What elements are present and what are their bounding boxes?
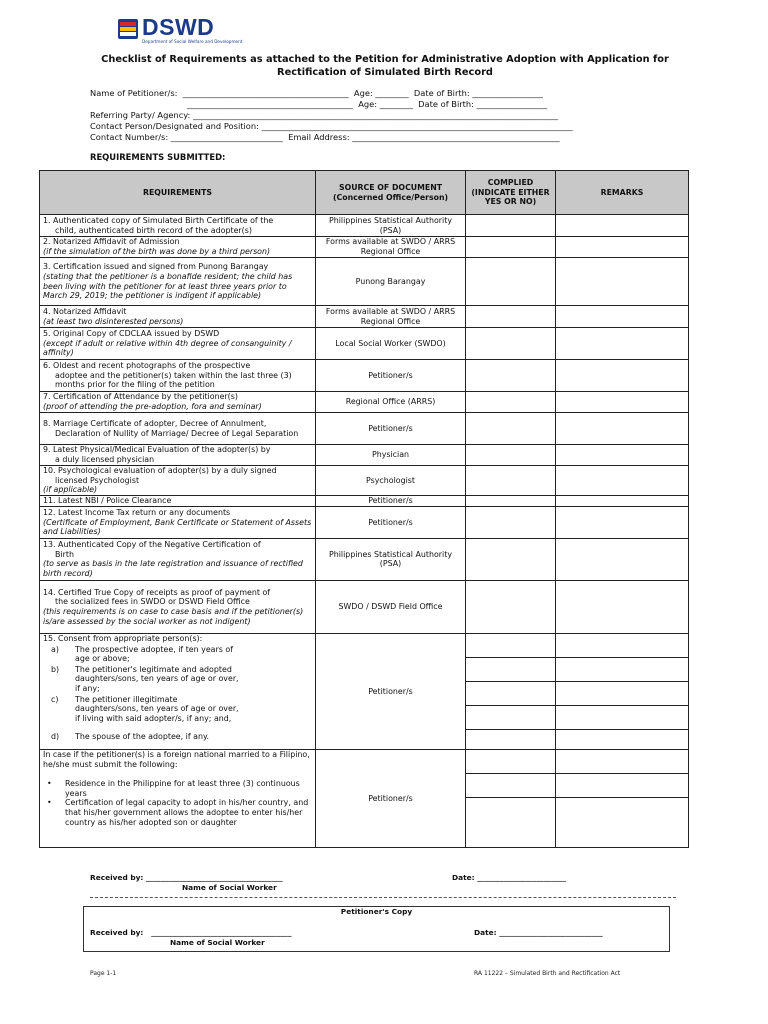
logo-text: DSWD (142, 14, 215, 40)
copy-date-field[interactable]: Date: ____________________________ (474, 928, 603, 937)
table-row (40, 306, 689, 328)
requirement-text: 3. Certification issued and signed from Punong Barangay (43, 262, 269, 272)
complied-cell[interactable] (466, 306, 556, 328)
requirement-continuation: child, authenticated birth record of the adopter(s) (55, 225, 252, 235)
requirements-table (39, 170, 689, 848)
complied-cell[interactable] (466, 633, 556, 657)
table-row (40, 237, 689, 258)
requirement-note: (proof of attending the pre-adoption, fora and seminar) (43, 402, 262, 411)
table-row (40, 538, 689, 580)
table-row (40, 445, 689, 466)
copy-received-by-field[interactable]: Received by: ______________________________________ (90, 928, 292, 937)
requirement-text: 8. Marriage Certificate of adopter, Decree of Annulment, (43, 418, 267, 428)
remarks-cell[interactable] (556, 797, 689, 847)
source-cell: Petitioner/s (316, 495, 466, 506)
consent-item (43, 695, 312, 724)
requirement-continuation: Birth (55, 549, 74, 559)
source-cell: Petitioner/s (316, 506, 466, 538)
complied-cell[interactable] (466, 773, 556, 797)
complied-cell[interactable] (466, 392, 556, 413)
header-complied: COMPLIED (INDICATE EITHER YES OR NO) (466, 171, 556, 215)
header-remarks: REMARKS (556, 171, 689, 215)
source-cell: Punong Barangay (316, 258, 466, 306)
title-line-1: Checklist of Requirements as attached to the Petition for Administrative Adoption with Application for (101, 54, 669, 65)
requirement-text: 11. Latest NBI / Police Clearance (43, 496, 172, 506)
requirement-cell (40, 360, 316, 392)
requirement-text: 2. Notarized Affidavit of Admission (43, 237, 180, 247)
remarks-cell[interactable] (556, 328, 689, 360)
table-row (40, 392, 689, 413)
requirement-cell (40, 506, 316, 538)
dswd-seal-icon (118, 19, 138, 39)
title-line-2: Rectification of Simulated Birth Record (277, 66, 493, 78)
requirement-text: 12. Latest Income Tax return or any documents (43, 507, 231, 517)
source-cell: Regional Office (ARRS) (316, 392, 466, 413)
complied-cell[interactable] (466, 466, 556, 496)
consent-item-label: a) (51, 644, 59, 654)
complied-cell[interactable] (466, 657, 556, 681)
requirement-cell (40, 258, 316, 306)
dswd-logo (118, 15, 278, 45)
remarks-cell[interactable] (556, 580, 689, 633)
source-cell: Petitioner/s (316, 360, 466, 392)
consent-item-text: The prospective adoptee, if ten years of age or above; (75, 644, 233, 664)
source-cell: Local Social Worker (SWDO) (316, 328, 466, 360)
remarks-cell[interactable] (556, 258, 689, 306)
consent-item-text: The spouse of the adoptee, if any. (75, 731, 210, 741)
requirement-cell (40, 580, 316, 633)
complied-cell[interactable] (466, 215, 556, 237)
source-cell: Physician (316, 445, 466, 466)
requirement-note: (to serve as basis in the late registration and issuance of rectified birth record) (43, 559, 303, 579)
petitioners-copy-title: Petitioner's Copy (340, 907, 413, 916)
remarks-cell[interactable] (556, 237, 689, 258)
complied-cell[interactable] (466, 705, 556, 729)
consent-item-text: The petitioner illegitimate daughters/sons, ten years of age or over, if living with said adopter/s, if any; and, (75, 694, 239, 724)
source-cell: Petitioner/s (316, 633, 466, 749)
source-cell: Philippines Statistical Authority (PSA) (316, 215, 466, 237)
remarks-cell[interactable] (556, 633, 689, 657)
complied-cell[interactable] (466, 445, 556, 466)
table-row (40, 328, 689, 360)
petitioners-copy-box (83, 906, 670, 952)
remarks-cell[interactable] (556, 657, 689, 681)
source-cell: Petitioner/s (316, 413, 466, 445)
table-row (40, 495, 689, 506)
received-date-field[interactable]: Date: ________________________ (452, 873, 566, 882)
referring-party-field[interactable]: Referring Party/ Agency: ________________________________________________________________________________________ (90, 110, 559, 120)
cut-line (90, 897, 676, 898)
table-row (40, 413, 689, 445)
remarks-cell[interactable] (556, 306, 689, 328)
requirement-cell (40, 237, 316, 258)
source-cell: SWDO / DSWD Field Office (316, 580, 466, 633)
consent-item-label: b) (51, 664, 60, 674)
remarks-cell[interactable] (556, 506, 689, 538)
document-title (60, 54, 710, 79)
requirement-text: 9. Latest Physical/Medical Evaluation of the adopter(s) by (43, 445, 271, 455)
requirement-text: 14. Certified True Copy of receipts as proof of payment of (43, 587, 271, 597)
source-cell: Psychologist (316, 466, 466, 496)
copy-name-label: Name of Social Worker (170, 938, 265, 947)
table-row (40, 360, 689, 392)
logo-subtitle: Department of Social Welfare and Development (142, 39, 243, 44)
requirement-note: (Certificate of Employment, Bank Certificate or Statement of Assets and Liabilities) (43, 517, 312, 537)
contact-person-field[interactable]: Contact Person/Designated and Position: ___________________________________________________________________________ (90, 121, 573, 131)
table-row (40, 215, 689, 237)
requirement-cell (40, 495, 316, 506)
remarks-cell[interactable] (556, 495, 689, 506)
header-source: SOURCE OF DOCUMENT (Concerned Office/Person) (316, 171, 466, 215)
table-row (40, 466, 689, 496)
complied-cell[interactable] (466, 237, 556, 258)
complied-cell[interactable] (466, 681, 556, 705)
consent-cell (40, 633, 316, 749)
consent-item (43, 645, 312, 664)
remarks-cell[interactable] (556, 360, 689, 392)
requirement-text: 10. Psychological evaluation of adopter(s) by a duly signed (43, 466, 277, 475)
list-item: • Residence in the Philippine for at least three (3) continuous years (65, 779, 312, 798)
remarks-cell[interactable] (556, 773, 689, 797)
complied-cell[interactable] (466, 258, 556, 306)
requirement-continuation: the socialized fees in SWDO or DSWD Field Office (55, 597, 250, 607)
requirement-note: (this requirements is on case to case basis and if the petitioner(s) is/are assessed by the social worker as not indigent) (43, 606, 304, 626)
source-cell: Forms available at SWDO / ARRS Regional Office (316, 306, 466, 328)
table-row (40, 633, 689, 657)
remarks-cell[interactable] (556, 681, 689, 705)
consent-item (43, 665, 312, 694)
remarks-cell[interactable] (556, 749, 689, 773)
requirement-note: (except if adult or relative within 4th degree of consanguinity / affinity) (43, 338, 292, 358)
received-by-name-label: Name of Social Worker (182, 883, 277, 892)
requirement-cell (40, 392, 316, 413)
requirement-text: 5. Original Copy of CDCLAA issued by DSWD (43, 329, 220, 339)
requirement-cell (40, 306, 316, 328)
remarks-cell[interactable] (556, 705, 689, 729)
requirement-text: 13. Authenticated Copy of the Negative Certification of (43, 540, 261, 550)
consent-item (43, 732, 312, 742)
table-row (40, 580, 689, 633)
consent-item-text: The petitioner's legitimate and adopted daughters/sons, ten years of age or over, if any; (75, 664, 239, 694)
table-row (40, 258, 689, 306)
requirement-cell (40, 445, 316, 466)
requirement-continuation: licensed Psychologist (55, 475, 140, 485)
remarks-cell[interactable] (556, 413, 689, 445)
requirement-cell (40, 538, 316, 580)
requirement-continuation: adoptee and the petitioner(s) taken within the last three (3) months prior for the filing of the petition (55, 370, 292, 390)
consent-item-label: c) (51, 694, 59, 704)
complied-cell[interactable] (466, 506, 556, 538)
consent-title: 15. Consent from appropriate person(s): (43, 633, 203, 643)
complied-cell[interactable] (466, 360, 556, 392)
table-header-row (40, 171, 689, 215)
foreign-national-list (43, 779, 312, 827)
complied-cell[interactable] (466, 328, 556, 360)
header-requirements: REQUIREMENTS (40, 171, 316, 215)
requirement-text: 4. Notarized Affidavit (43, 306, 127, 316)
requirements-heading: REQUIREMENTS SUBMITTED: (90, 152, 226, 162)
requirement-note: (if the simulation of the birth was done by a third person) (43, 247, 271, 256)
requirement-cell (40, 328, 316, 360)
consent-item-label: d) (51, 731, 60, 741)
complied-cell[interactable] (466, 413, 556, 445)
foreign-national-cell (40, 749, 316, 847)
requirement-cell (40, 215, 316, 237)
remarks-cell[interactable] (556, 729, 689, 749)
requirement-cell (40, 413, 316, 445)
contact-number-field[interactable]: Contact Number/s: ___________________________ Email Address: __________________________________________________ (90, 132, 560, 142)
source-cell: Petitioner/s (316, 749, 466, 847)
received-by-field[interactable]: Received by: _____________________________________ (90, 873, 283, 882)
remarks-cell[interactable] (556, 466, 689, 496)
requirement-text: 7. Certification of Attendance by the petitioner(s) (43, 392, 238, 402)
requirement-text: 1. Authenticated copy of Simulated Birth Certificate of the (43, 215, 274, 225)
remarks-cell[interactable] (556, 392, 689, 413)
remarks-cell[interactable] (556, 538, 689, 580)
remarks-cell[interactable] (556, 215, 689, 237)
requirement-note: (at least two disinterested persons) (43, 316, 184, 326)
complied-cell[interactable] (466, 749, 556, 773)
requirement-cell (40, 466, 316, 496)
requirement-text: 6. Oldest and recent photographs of the prospective (43, 361, 251, 371)
complied-cell[interactable] (466, 580, 556, 633)
complied-cell[interactable] (466, 538, 556, 580)
table-row (40, 749, 689, 773)
list-item: • Certification of legal capacity to adopt in his/her country, and that his/her government allows the adoptee to enter his/her country as his/her adopted son or daughter (65, 798, 312, 827)
requirement-note: (stating that the petitioner is a bonafide resident; the child has been living with the petitioner for at least three years prior to March 29, 2019; the petitioner is indigent if applicable) (43, 271, 293, 301)
complied-cell[interactable] (466, 495, 556, 506)
foreign-national-text: In case if the petitioner(s) is a foreign national married to a Filipino, he/she must submit the following: (43, 749, 310, 769)
petitioner-field[interactable]: Name of Petitioner/s: ________________________________________ Age: ________ Date of Birth: _________________ (90, 88, 543, 98)
page-number: Page 1-1 (90, 970, 117, 977)
requirement-continuation: Declaration of Nullity of Marriage/ Decree of Legal Separation (55, 428, 299, 438)
complied-cell[interactable] (466, 797, 556, 847)
petitioner-field-2[interactable]: ________________________________________ Age: ________ Date of Birth: _________________ (187, 99, 548, 109)
table-row (40, 506, 689, 538)
requirement-continuation: a duly licensed physician (55, 455, 155, 464)
complied-cell[interactable] (466, 729, 556, 749)
requirement-note: (if applicable) (43, 485, 98, 495)
footer-act: RA 11222 – Simulated Birth and Rectification Act (474, 970, 621, 977)
remarks-cell[interactable] (556, 445, 689, 466)
source-cell: Forms available at SWDO / ARRS Regional Office (316, 237, 466, 258)
source-cell: Philippines Statistical Authority (PSA) (316, 538, 466, 580)
